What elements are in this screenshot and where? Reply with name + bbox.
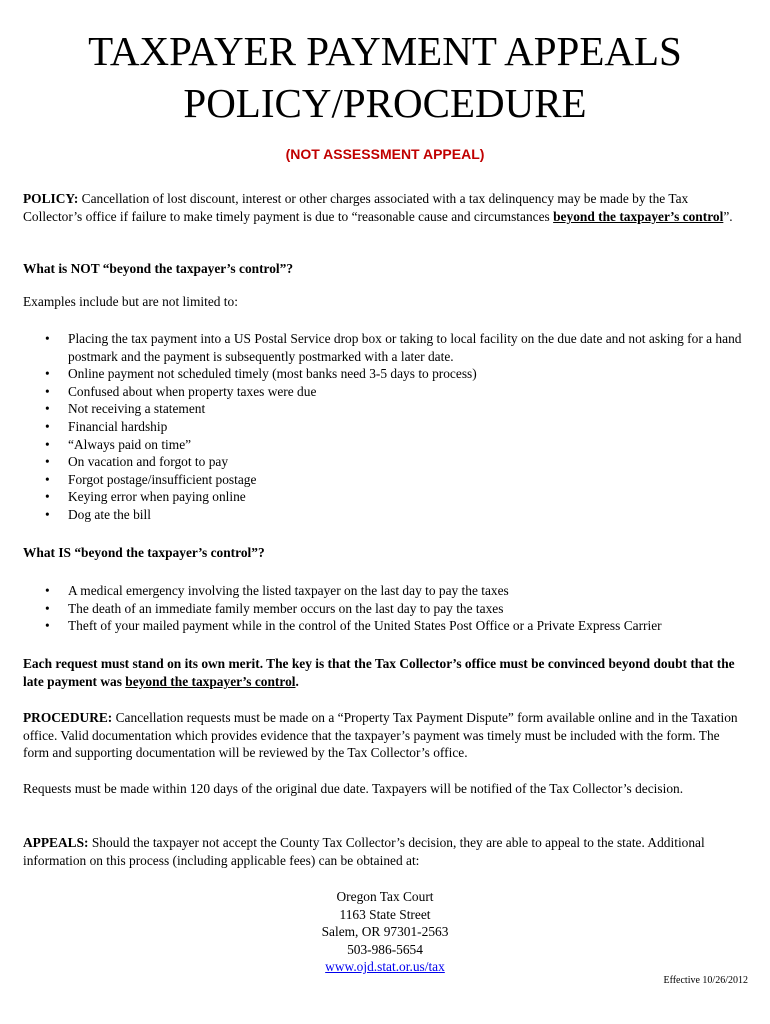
court-city: Salem, OR 97301-2563 bbox=[321, 924, 449, 940]
bullet-icon: • bbox=[45, 471, 50, 487]
page-subtitle: (NOT ASSESSMENT APPEAL) bbox=[285, 146, 485, 162]
bullet-icon: • bbox=[45, 366, 50, 382]
merit-paragraph bbox=[23, 655, 745, 690]
list-item: • On vacation and forgot to pay bbox=[45, 454, 229, 470]
policy-label: POLICY: bbox=[23, 191, 79, 206]
bullet-icon: • bbox=[45, 418, 50, 434]
appeals-paragraph bbox=[23, 834, 745, 869]
court-phone: 503-986-5654 bbox=[347, 941, 423, 957]
policy-emphasis: beyond the taxpayer’s control bbox=[553, 208, 724, 224]
list-item: • Theft of your mailed payment while in the control of the United States Post Office or a Private Express Carrier bbox=[45, 618, 662, 634]
list-item: • A medical emergency involving the listed taxpayer on the last day to pay the taxes bbox=[45, 583, 509, 598]
policy-text: Cancellation of lost discount, interest or other charges associated with a tax delinquency may be made by the Tax Collector’s office if failure to make timely payment is due to “reasonable cause and circumstances bbox=[23, 191, 689, 224]
list-item: • Placing the tax payment into a US Postal Service drop box or taking to local facility on the due date and not asking for a hand postmark and the payment is subsequently postmarked with a later date. bbox=[45, 331, 742, 364]
list-item: • Financial hardship bbox=[45, 418, 168, 434]
bullet-icon: • bbox=[45, 454, 50, 470]
effective-date: Effective 10/26/2012 bbox=[663, 975, 748, 986]
merit-text: Each request must stand on its own merit. The key is that the Tax Collector’s office must be convinced beyond doubt that the late payment was bbox=[23, 656, 735, 689]
list-item: • Dog ate the bill bbox=[45, 506, 151, 522]
policy-paragraph bbox=[23, 190, 745, 225]
merit-end: . bbox=[295, 673, 299, 689]
not-beyond-list bbox=[23, 330, 745, 524]
bullet-icon: • bbox=[45, 401, 50, 417]
list-item: • Forgot postage/insufficient postage bbox=[45, 471, 257, 487]
requests-paragraph: Requests must be made within 120 days of the original due date. Taxpayers will be notified of the Tax Collector’s decision. bbox=[23, 781, 684, 796]
bullet-icon: • bbox=[45, 506, 50, 522]
bullet-icon: • bbox=[45, 583, 50, 598]
appeals-label: APPEALS: bbox=[23, 835, 89, 850]
procedure-text: Cancellation requests must be made on a “Property Tax Payment Dispute” form available online and in the Taxation office. Valid documentation which provides evidence that the taxpayer’s payment was timely must be included with the form. The form and supporting documentation will be reviewed by the Tax Collector’s office. bbox=[23, 710, 738, 761]
list-item: • Confused about when property taxes were due bbox=[45, 383, 317, 399]
is-beyond-heading: What IS “beyond the taxpayer’s control”? bbox=[23, 545, 265, 560]
court-website-link[interactable]: www.ojd.stat.or.us/tax bbox=[325, 959, 445, 975]
bullet-icon: • bbox=[45, 331, 50, 346]
bullet-icon: • bbox=[45, 600, 50, 616]
address-block bbox=[0, 888, 770, 976]
bullet-icon: • bbox=[45, 618, 50, 634]
bullet-icon: • bbox=[45, 436, 50, 452]
page-title-line-1: TAXPAYER PAYMENT APPEALS bbox=[88, 28, 682, 74]
list-item: • The death of an immediate family member occurs on the last day to pay the taxes bbox=[45, 600, 504, 616]
list-item: • “Always paid on time” bbox=[45, 436, 192, 452]
merit-emphasis: beyond the taxpayer’s control bbox=[125, 673, 296, 689]
list-item: • Keying error when paying online bbox=[45, 489, 246, 505]
is-beyond-list bbox=[23, 582, 745, 635]
policy-end: ”. bbox=[723, 208, 733, 224]
bullet-icon: • bbox=[45, 383, 50, 399]
page-title-line-2: POLICY/PROCEDURE bbox=[183, 80, 587, 126]
list-item: • Online payment not scheduled timely (most banks need 3-5 days to process) bbox=[45, 366, 477, 382]
appeals-text: Should the taxpayer not accept the County Tax Collector’s decision, they are able to appeal to the state. Additional information on this process (including applicable fees) can be obtained at: bbox=[23, 835, 705, 868]
not-beyond-intro: Examples include but are not limited to: bbox=[23, 294, 238, 309]
court-name: Oregon Tax Court bbox=[336, 889, 434, 904]
list-item: • Not receiving a statement bbox=[45, 401, 206, 417]
not-beyond-heading: What is NOT “beyond the taxpayer’s control”? bbox=[23, 261, 294, 276]
procedure-paragraph bbox=[23, 709, 745, 762]
bullet-icon: • bbox=[45, 489, 50, 505]
court-street: 1163 State Street bbox=[339, 906, 431, 922]
procedure-label: PROCEDURE: bbox=[23, 710, 113, 725]
